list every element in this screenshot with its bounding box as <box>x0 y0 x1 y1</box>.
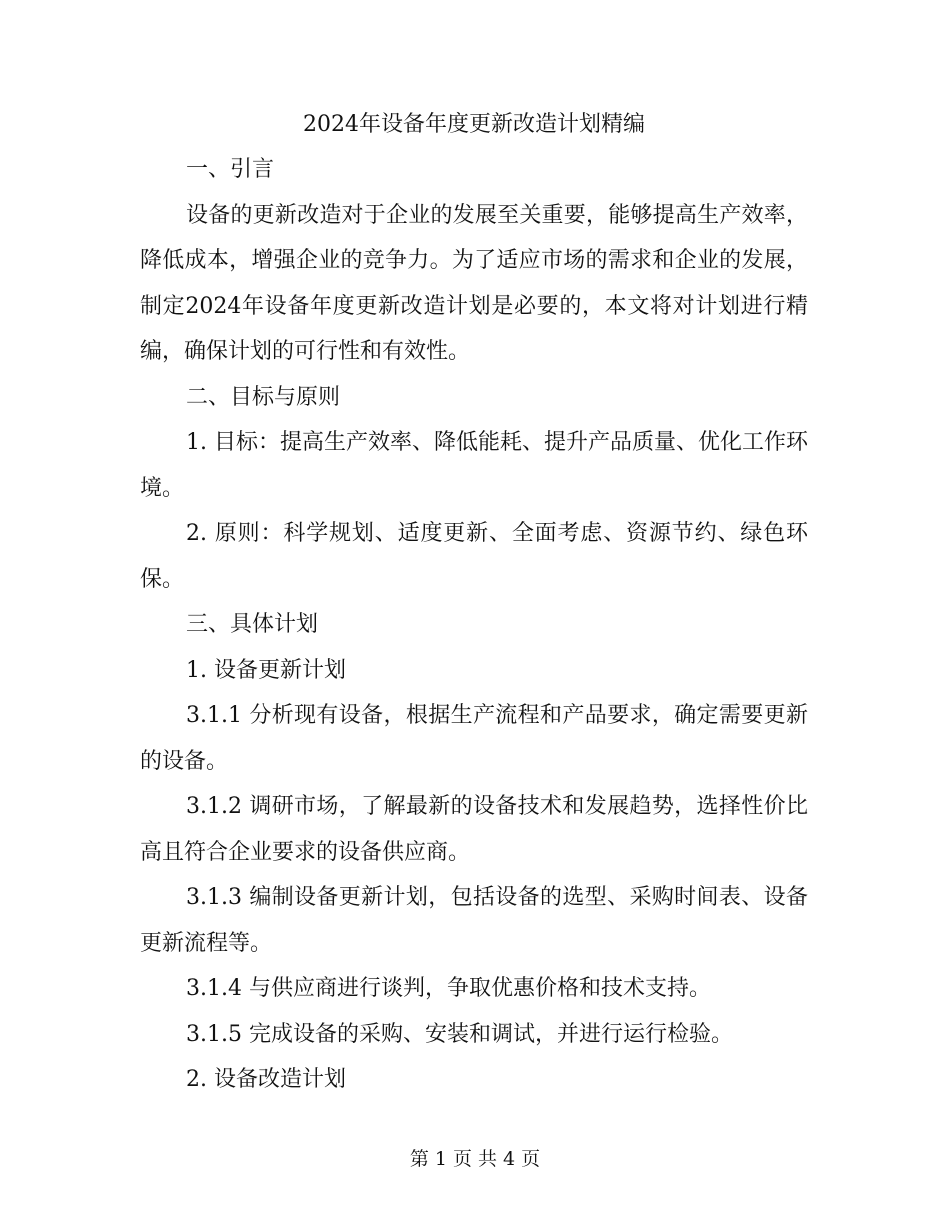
paragraph-principles: 2. 原则：科学规划、适度更新、全面考虑、资源节约、绿色环保。 <box>140 521 808 592</box>
paragraph-goals: 1. 目标：提高生产效率、降低能耗、提升产品质量、优化工作环境。 <box>140 430 808 501</box>
section-heading-introduction: 一、引言 <box>186 157 275 182</box>
section-heading-specific-plan: 三、具体计划 <box>186 612 319 637</box>
paragraph-3-1-5: 3.1.5 完成设备的采购、安装和调试，并进行运行检验。 <box>186 1021 733 1047</box>
page-number-footer: 第 1 页 共 4 页 <box>409 1148 541 1170</box>
paragraph-3-1-1: 3.1.1 分析现有设备，根据生产流程和产品要求，确定需要更新的设备。 <box>140 703 808 774</box>
paragraph-introduction: 设备的更新改造对于企业的发展至关重要，能够提高生产效率，降低成本，增强企业的竞争力。为了适应市场的需求和企业的发展，制定2024年设备年度更新改造计划是必要的，本文将对计划进行精编，确保计划的可行性和有效性。 <box>140 202 808 364</box>
section-heading-goals-principles: 二、目标与原则 <box>186 384 341 410</box>
paragraph-3-1-2: 3.1.2 调研市场，了解最新的设备技术和发展趋势，选择性价比高且符合企业要求的设备供应商。 <box>140 794 808 865</box>
document-body <box>140 102 808 1103</box>
document-title: 2024年设备年度更新改造计划精编 <box>303 112 645 137</box>
paragraph-3-1-4: 3.1.4 与供应商进行谈判，争取优惠价格和技术支持。 <box>186 976 711 1001</box>
subsection-heading-equipment-renovation: 2. 设备改造计划 <box>186 1067 346 1092</box>
subsection-heading-equipment-update: 1. 设备更新计划 <box>186 657 346 683</box>
paragraph-3-1-3: 3.1.3 编制设备更新计划，包括设备的选型、采购时间表、设备更新流程等。 <box>140 885 808 956</box>
